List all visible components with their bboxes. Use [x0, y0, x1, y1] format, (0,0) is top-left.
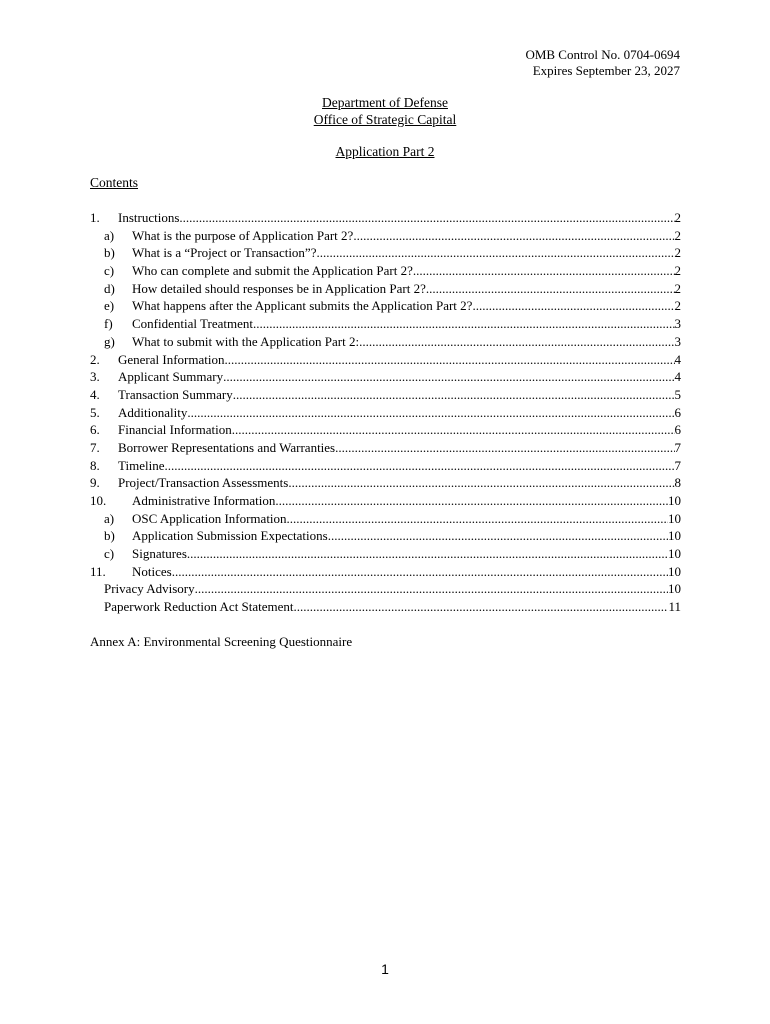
- toc-entry-instructions[interactable]: [90, 209, 681, 227]
- toc-leader: [472, 297, 674, 315]
- toc-leader: [253, 315, 675, 333]
- toc-page: 10: [668, 563, 681, 579]
- department-title: Department of Defense: [322, 95, 448, 110]
- toc-number: 7.: [90, 439, 100, 455]
- toc-entry-osc-application-information[interactable]: [90, 510, 681, 528]
- toc-number: 4.: [90, 386, 100, 402]
- toc-title[interactable]: What is a “Project or Transaction”?: [132, 245, 317, 261]
- toc-title[interactable]: General Information: [118, 351, 225, 367]
- toc-entry-additionality[interactable]: [90, 404, 681, 422]
- toc-entry-project-assessments[interactable]: [90, 474, 681, 492]
- toc-leader: [195, 580, 668, 598]
- toc-number: c): [104, 546, 115, 562]
- toc-leader: [359, 333, 674, 351]
- toc-number: 11.: [90, 563, 106, 579]
- toc-page: 2: [674, 210, 681, 225]
- toc-leader: [426, 280, 675, 298]
- toc-leader: [287, 510, 668, 528]
- toc-leader: [288, 474, 674, 492]
- toc-entry-paperwork-reduction-act[interactable]: [90, 598, 681, 616]
- toc-entry-who-can-submit[interactable]: [90, 262, 681, 280]
- document-title: Application Part 2: [335, 144, 435, 159]
- omb-control-number: OMB Control No. 0704-0694: [525, 47, 680, 62]
- toc-page: 10: [668, 581, 681, 597]
- toc-page: 4: [674, 351, 681, 367]
- toc-title[interactable]: Borrower Representations and Warranties: [118, 439, 336, 455]
- toc-leader: [353, 227, 674, 245]
- toc-number: a): [104, 227, 115, 243]
- toc-number: e): [104, 298, 115, 314]
- toc-number: 10.: [90, 493, 107, 508]
- toc-page: 6: [674, 404, 681, 420]
- toc-entry-notices[interactable]: [90, 563, 681, 581]
- toc-number: c): [104, 263, 115, 279]
- toc-leader: [223, 368, 674, 386]
- expiration-date: Expires September 23, 2027: [532, 63, 680, 78]
- toc-title[interactable]: Signatures: [132, 546, 187, 562]
- toc-entry-purpose[interactable]: [90, 227, 681, 245]
- toc-title[interactable]: Paperwork Reduction Act Statement: [104, 599, 294, 615]
- toc-page: 5: [674, 386, 681, 402]
- toc-page: 2: [674, 298, 681, 314]
- toc-leader: [413, 262, 675, 280]
- toc-title[interactable]: Transaction Summary: [118, 386, 233, 402]
- toc-title[interactable]: Application Submission Expectations: [132, 528, 328, 544]
- toc-title[interactable]: Privacy Advisory: [104, 581, 195, 597]
- toc-page: 3: [674, 316, 681, 332]
- toc-page: 7: [674, 457, 681, 473]
- toc-page: 6: [674, 422, 681, 438]
- toc-title[interactable]: Timeline: [118, 457, 165, 473]
- toc-page: 2: [674, 263, 681, 279]
- toc-number: 5.: [90, 404, 100, 420]
- toc-number: b): [104, 245, 115, 261]
- toc-leader: [294, 598, 669, 616]
- toc-entry-administrative-information[interactable]: [90, 492, 681, 510]
- toc-leader: [179, 209, 674, 227]
- toc-page: 7: [674, 439, 681, 455]
- toc-leader: [187, 545, 668, 563]
- toc-number: a): [104, 510, 115, 526]
- toc-leader: [164, 457, 674, 475]
- toc-leader: [335, 439, 674, 457]
- omb-header: [525, 47, 680, 79]
- toc-number: b): [104, 528, 115, 544]
- office-title: Office of Strategic Capital: [313, 112, 457, 127]
- toc-title[interactable]: OSC Application Information: [132, 510, 287, 526]
- toc-number: 8.: [90, 457, 100, 473]
- toc-page: 10: [668, 546, 681, 562]
- toc-page: 4: [674, 369, 681, 385]
- toc-number: f): [104, 316, 113, 332]
- toc-title[interactable]: How detailed should responses be in Application Part 2?: [132, 280, 426, 296]
- toc-page: 11: [668, 599, 681, 615]
- toc-entry-borrower-representations[interactable]: [90, 439, 681, 457]
- toc-page: 2: [674, 280, 681, 296]
- toc-entry-signatures[interactable]: [90, 545, 681, 563]
- toc-title[interactable]: What is the purpose of Application Part 2?: [132, 227, 354, 243]
- toc-page: 3: [674, 333, 681, 349]
- toc-title[interactable]: Instructions: [118, 210, 180, 225]
- toc-leader: [233, 386, 675, 404]
- toc-entry-timeline[interactable]: [90, 457, 681, 475]
- toc-title[interactable]: Project/Transaction Assessments: [118, 475, 289, 491]
- toc-title[interactable]: Applicant Summary: [118, 369, 224, 385]
- toc-number: 9.: [90, 475, 100, 491]
- toc-entry-how-detailed[interactable]: [90, 280, 681, 298]
- toc-title[interactable]: What to submit with the Application Part 2:: [132, 333, 360, 349]
- page-number: 1: [381, 961, 389, 977]
- toc-number: 3.: [90, 369, 100, 385]
- toc-page: 2: [674, 245, 681, 261]
- toc-title[interactable]: Who can complete and submit the Application Part 2?: [132, 263, 413, 279]
- toc-page: 8: [674, 475, 681, 491]
- toc-title[interactable]: Notices: [132, 563, 172, 579]
- toc-entry-project-or-transaction[interactable]: [90, 244, 681, 262]
- toc-entry-confidential-treatment[interactable]: [90, 315, 681, 333]
- toc-entry-after-submission[interactable]: [90, 297, 681, 315]
- toc-entry-applicant-summary[interactable]: [90, 368, 681, 386]
- toc-entry-general-information[interactable]: [90, 351, 681, 369]
- toc-entry-privacy-advisory[interactable]: [90, 580, 681, 598]
- toc-page: 2: [674, 227, 681, 243]
- toc-entry-financial-information[interactable]: [90, 421, 681, 439]
- toc-title[interactable]: Additionality: [118, 404, 188, 420]
- toc-number: d): [104, 280, 115, 296]
- toc-page: 10: [668, 493, 681, 508]
- contents-heading: Contents: [90, 175, 139, 190]
- toc-number: 1.: [90, 210, 100, 225]
- toc-leader: [316, 244, 674, 262]
- toc-leader: [328, 527, 668, 545]
- toc-leader: [275, 492, 668, 510]
- toc-number: 2.: [90, 351, 100, 367]
- toc-entry-transaction-summary[interactable]: [90, 386, 681, 404]
- annex-title: Annex A: Environmental Screening Questionnaire: [90, 634, 353, 649]
- toc-leader: [232, 421, 675, 439]
- toc-leader: [187, 404, 674, 422]
- toc-title[interactable]: Confidential Treatment: [132, 316, 253, 332]
- toc-leader: [172, 563, 668, 581]
- toc-number: 6.: [90, 422, 100, 438]
- toc-entry-submission-expectations[interactable]: [90, 527, 681, 545]
- toc-title[interactable]: Administrative Information: [132, 493, 276, 508]
- toc-title[interactable]: What happens after the Applicant submits the Application Part 2?: [132, 298, 473, 314]
- toc-entry-what-to-submit[interactable]: [90, 333, 681, 351]
- toc-page: 10: [668, 510, 681, 526]
- toc-leader: [224, 351, 674, 369]
- toc-page: 10: [668, 528, 681, 544]
- toc-title[interactable]: Financial Information: [118, 422, 232, 438]
- toc-number: g): [104, 333, 115, 349]
- table-of-contents: [90, 209, 681, 616]
